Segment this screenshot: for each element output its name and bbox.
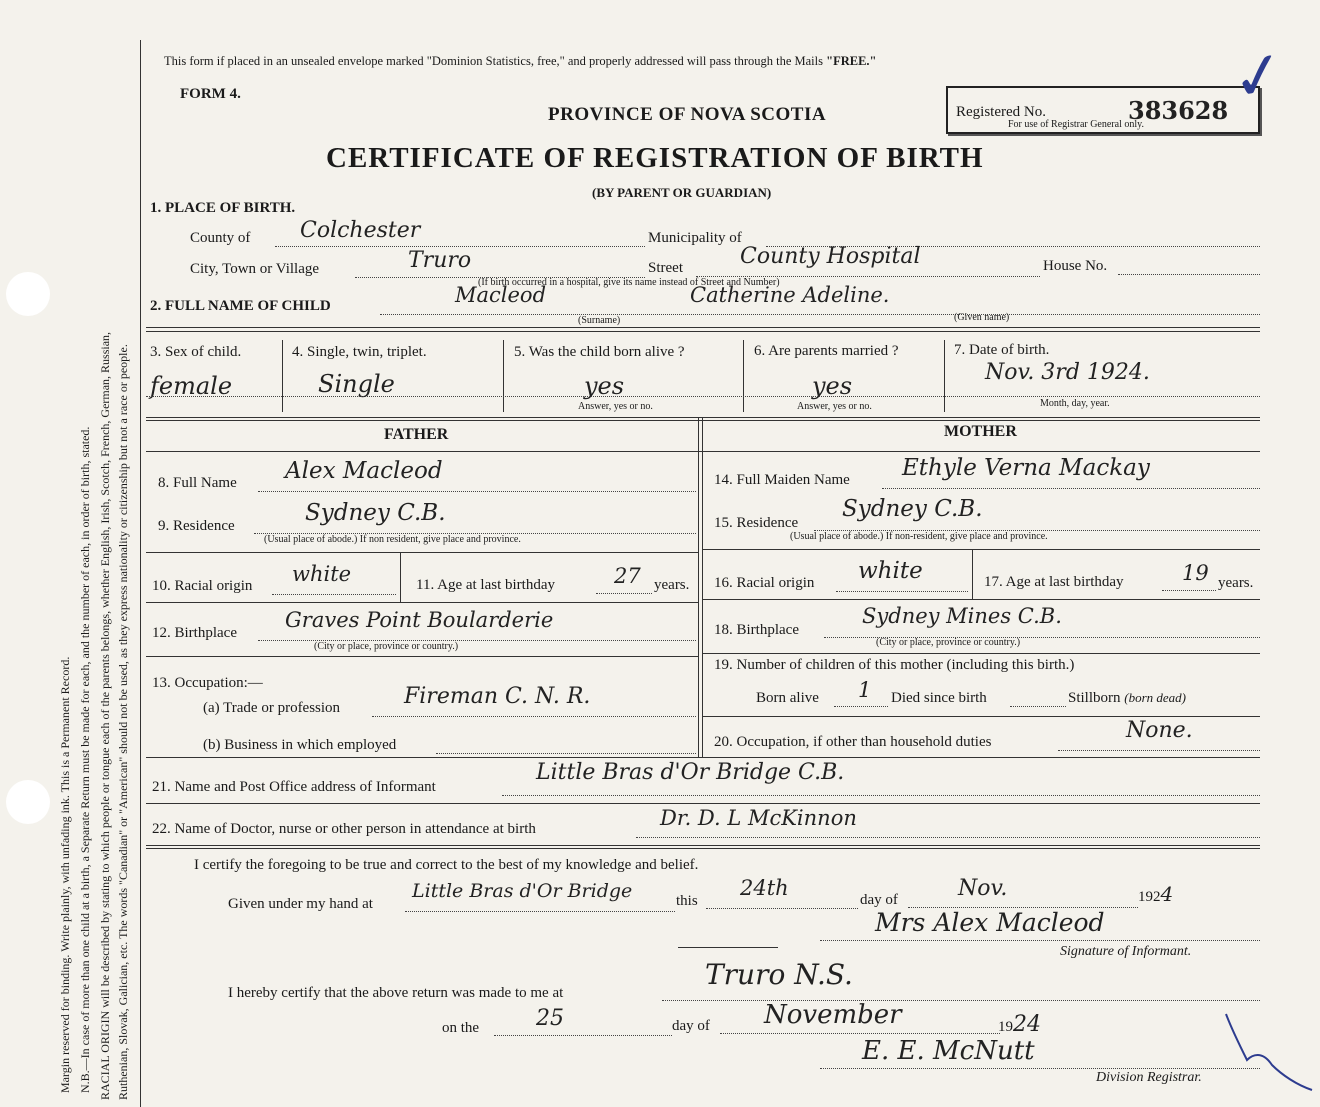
alive-caption: Answer, yes or no. [578, 401, 653, 412]
county-line [275, 246, 645, 247]
this-label: this [676, 893, 698, 909]
mother-racial-label: 16. Racial origin [714, 575, 815, 591]
margin-line-4: Ruthenian, Slovak, Galician, etc. The words "Canadian" or "American" should not be used, as they express nationality or citizenship but not a race or people. [116, 344, 130, 1100]
single-label: 4. Single, twin, triplet. [292, 344, 427, 360]
mother-racial-value: white [858, 558, 923, 584]
mother-name-value: Ethyle Verna Mackay [902, 455, 1150, 481]
mother-occupation-line [1058, 750, 1260, 751]
certify-day-value: 24th [740, 876, 789, 900]
certify-month-value: Nov. [958, 876, 1008, 901]
certificate-title: CERTIFICATE OF REGISTRATION OF BIRTH [326, 142, 984, 174]
father-heading: FATHER [384, 426, 449, 443]
informant-line [502, 795, 1260, 796]
mother-sep-1 [702, 549, 1260, 550]
single-value: Single [318, 370, 395, 398]
row3-answer-line [146, 396, 1260, 397]
date-caption: Month, day, year. [1040, 398, 1110, 409]
parents-divider-a [698, 417, 699, 757]
registrar-year [998, 1012, 1041, 1037]
row3-div-2 [503, 340, 504, 412]
died-line [1010, 706, 1066, 707]
stillborn-label [1068, 690, 1186, 707]
registrar-place-value: Truro N.S. [705, 958, 853, 991]
father-occupation-label: 13. Occupation:— [152, 675, 263, 691]
punch-hole-top [6, 272, 50, 316]
given-caption: (Given name) [954, 312, 1010, 323]
heading-underline [146, 451, 1260, 452]
sex-value: female [150, 372, 233, 400]
registrar-caption: Division Registrar. [1096, 1070, 1202, 1085]
informant-signature: Mrs Alex Macleod [875, 908, 1105, 937]
certify-top-2 [146, 848, 1260, 849]
certify-day-line [706, 908, 858, 909]
mother-age-value: 19 [1182, 561, 1209, 585]
county-label: County of [190, 230, 251, 246]
father-business-line [436, 753, 696, 754]
date-value: Nov. 3rd 1924. [985, 360, 1150, 385]
father-residence-caption: (Usual place of abode.) If non resident, give place and province. [264, 534, 521, 545]
parents-top-1 [146, 417, 1260, 418]
registered-label: Registered No. [956, 104, 1046, 120]
married-label: 6. Are parents married ? [754, 343, 899, 359]
father-trade-line [372, 716, 696, 717]
father-racial-line [272, 594, 396, 595]
city-label: City, Town or Village [190, 261, 320, 277]
registrar-year-prefix: 19 [998, 1019, 1013, 1035]
father-age-line [596, 593, 652, 594]
signature-caption: Signature of Informant. [1060, 944, 1192, 959]
mother-heading: MOTHER [944, 423, 1017, 440]
father-residence-label: 9. Residence [158, 518, 235, 534]
street-label: Street [648, 260, 683, 276]
mail-notice: This form if placed in an unsealed envelope marked "Dominion Statistics, free," and properly addressed will pass through the Mails "FREE." [164, 54, 877, 68]
on-the-label: on the [442, 1020, 480, 1036]
registrar-use-note: For use of Registrar General only. [1008, 119, 1144, 130]
certify-day-of-label: day of [860, 892, 898, 908]
margin-line-3: RACIAL ORIGIN will be described by stating to which people or tongue each of the parents belongs, whether English, Irish, Scotch, French, German, Russian, [98, 331, 112, 1100]
pen-mark-icon [1222, 1010, 1317, 1095]
registered-number: 383628 [1128, 96, 1229, 125]
informant-sep [146, 803, 1260, 804]
surname-caption: (Surname) [578, 315, 621, 326]
registrar-month-line [720, 1033, 1000, 1034]
informant-label: 21. Name and Post Office address of Informant [152, 779, 436, 795]
mother-residence-label: 15. Residence [714, 515, 799, 531]
father-sep-1 [146, 552, 698, 553]
short-rule [678, 947, 778, 948]
father-name-value: Alex Macleod [285, 458, 443, 484]
divider-1a [146, 327, 1260, 328]
registrar-place-line [662, 1000, 1260, 1001]
married-caption: Answer, yes or no. [797, 401, 872, 412]
parents-top-2 [146, 420, 1260, 421]
check-mark: ✓ [1225, 35, 1292, 119]
row3-div-1 [282, 340, 283, 412]
mother-racial-line [836, 591, 968, 592]
father-birthplace-value: Graves Point Boularderie [285, 608, 554, 632]
born-alive-label: Born alive [756, 690, 819, 706]
father-racial-div [400, 552, 401, 602]
child-surname-value: Macleod [455, 283, 547, 307]
mother-occupation-label: 20. Occupation, if other than household duties [714, 734, 992, 750]
registrar-signature-line [820, 1068, 1260, 1069]
registrar-month-value: November [764, 1000, 902, 1030]
city-value: Truro [408, 248, 472, 273]
father-racial-label: 10. Racial origin [152, 578, 253, 594]
given-place-line [405, 911, 675, 912]
father-sep-2 [146, 602, 698, 603]
certificate-subtitle: (BY PARENT OR GUARDIAN) [592, 185, 772, 200]
mother-children-label: 19. Number of children of this mother (including this birth.) [714, 657, 1075, 673]
certify-year-prefix: 192 [1138, 889, 1161, 905]
row3-div-3 [743, 340, 744, 412]
given-place-value: Little Bras d'Or Bridge [412, 880, 633, 902]
signature-line [820, 940, 1260, 941]
registrar-statement: I hereby certify that the above return was made to me at [228, 985, 564, 1001]
mother-name-label: 14. Full Maiden Name [714, 472, 850, 488]
father-trade-label: (a) Trade or profession [203, 700, 341, 716]
alive-value: yes [584, 372, 625, 400]
father-birthplace-caption: (City or place, province or country.) [314, 641, 459, 652]
margin-line-2: N.B.—In case of more than one child at a birth, a Separate Return must be made for each, and the number of each, in order of birth, stated. [78, 426, 92, 1093]
mother-residence-caption: (Usual place of abode.) If non-resident, give place and province. [790, 531, 1048, 542]
sex-label: 3. Sex of child. [150, 344, 242, 360]
certify-year [1138, 882, 1173, 906]
died-label: Died since birth [891, 690, 987, 706]
county-value: Colchester [300, 218, 421, 243]
informant-value: Little Bras d'Or Bridge C.B. [536, 760, 845, 785]
married-value: yes [812, 372, 853, 400]
mother-age-label: 17. Age at last birthday [984, 574, 1124, 590]
father-business-label: (b) Business in which employed [203, 737, 397, 753]
hospital-note: (If birth occurred in a hospital, give its name instead of Street and Number) [478, 277, 780, 288]
parents-bottom [146, 757, 1260, 758]
mother-years: years. [1218, 575, 1254, 591]
given-under-label: Given under my hand at [228, 896, 373, 912]
mother-sep-3 [702, 653, 1260, 654]
father-age-label: 11. Age at last birthday [416, 577, 555, 593]
place-of-birth-label: 1. PLACE OF BIRTH. [150, 200, 296, 216]
registrar-year-value: 24 [1013, 1012, 1041, 1037]
mother-birthplace-label: 18. Birthplace [714, 622, 799, 638]
father-years: years. [654, 577, 690, 593]
mother-sep-4 [702, 716, 1260, 717]
house-number-line [1118, 274, 1260, 275]
margin-rule [140, 40, 141, 1107]
parents-divider-b [702, 417, 703, 757]
father-residence-value: Sydney C.B. [305, 500, 446, 526]
doctor-value: Dr. D. L McKinnon [660, 806, 857, 830]
divider-1b [146, 331, 1260, 332]
child-name-line [380, 314, 1260, 315]
stillborn-caption: (born dead) [1124, 690, 1187, 705]
registrar-day-value: 25 [536, 1006, 564, 1031]
father-name-label: 8. Full Name [158, 475, 237, 491]
father-trade-value: Fireman C. N. R. [404, 684, 591, 709]
mother-age-line [1162, 590, 1216, 591]
registrar-signature: E. E. McNutt [862, 1036, 1035, 1066]
mother-birthplace-value: Sydney Mines C.B. [862, 604, 1062, 628]
house-number-label: House No. [1043, 258, 1108, 274]
mother-name-line [882, 488, 1260, 489]
registered-box [946, 86, 1260, 134]
certify-statement: I certify the foregoing to be true and correct to the best of my knowledge and belief. [194, 857, 699, 873]
date-label: 7. Date of birth. [954, 342, 1050, 358]
father-sep-3 [146, 656, 698, 657]
doctor-line [636, 837, 1260, 838]
margin-line-1: Margin reserved for binding. Write plainly, with unfading ink. This is a Permanent Record. [58, 656, 72, 1093]
born-alive-value: 1 [858, 678, 872, 702]
municipality-label: Municipality of [648, 230, 742, 246]
father-name-line [258, 491, 696, 492]
mother-sep-2 [702, 599, 1260, 600]
form-number: FORM 4. [180, 86, 241, 102]
doctor-label: 22. Name of Doctor, nurse or other person in attendance at birth [152, 821, 536, 837]
punch-hole-bottom [6, 780, 50, 824]
street-value: County Hospital [740, 244, 921, 269]
registrar-day-of-label: day of [672, 1018, 710, 1034]
stillborn-text: Stillborn [1068, 690, 1121, 706]
certify-top-1 [146, 845, 1260, 846]
father-birthplace-label: 12. Birthplace [152, 625, 237, 641]
pen-mark-stroke [1226, 1014, 1312, 1090]
mother-residence-value: Sydney C.B. [842, 496, 983, 522]
certify-year-value: 4 [1160, 882, 1174, 906]
child-given-value: Catherine Adeline. [690, 283, 890, 307]
mother-birthplace-caption: (City or place, province or country.) [876, 637, 1021, 648]
child-name-label: 2. FULL NAME OF CHILD [150, 298, 331, 314]
mother-racial-div [972, 549, 973, 599]
father-racial-value: white [292, 562, 352, 586]
row3-div-4 [944, 340, 945, 412]
alive-label: 5. Was the child born alive ? [514, 344, 685, 360]
province-heading: PROVINCE OF NOVA SCOTIA [548, 104, 827, 125]
mother-occupation-value: None. [1126, 718, 1193, 743]
born-alive-line [834, 706, 888, 707]
father-age-value: 27 [614, 564, 641, 588]
registrar-day-line [494, 1035, 672, 1036]
